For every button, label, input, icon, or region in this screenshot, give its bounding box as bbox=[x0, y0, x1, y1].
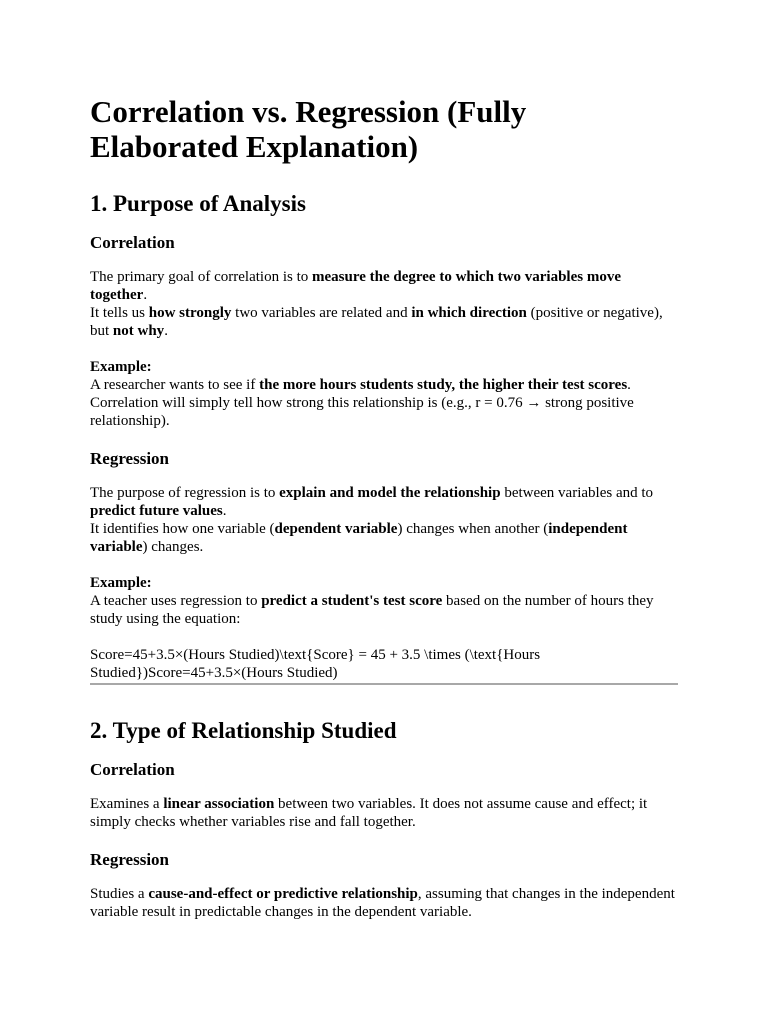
text-run: , assuming that changes in the independent variable result in predictable changes in the dependent variable. bbox=[90, 886, 675, 920]
bold-run: predict future values bbox=[90, 503, 223, 519]
page-title: Correlation vs. Regression (Fully Elaborated Explanation) bbox=[90, 94, 527, 164]
text-run: A researcher wants to see if bbox=[90, 377, 260, 393]
bold-run: linear association bbox=[163, 796, 275, 812]
s2-regression-paragraph bbox=[90, 885, 678, 921]
bold-run: not why bbox=[112, 323, 165, 339]
text-run: . bbox=[627, 377, 631, 393]
text-run: (positive or negative), but bbox=[90, 305, 663, 339]
text-run: two variables are related and bbox=[231, 305, 412, 321]
text-run: It tells us bbox=[90, 305, 149, 321]
text-run: ) changes. bbox=[142, 539, 204, 555]
text-run: . bbox=[164, 323, 168, 339]
text-run: based on the number of hours they study using the equation: bbox=[90, 593, 654, 627]
text-run: The primary goal of correlation is to bbox=[90, 269, 313, 285]
bold-run: how strongly bbox=[148, 305, 232, 321]
text-run: between two variables. It does not assume cause and effect; it simply checks whether variables rise and fall together. bbox=[90, 796, 648, 830]
s1-regression-example bbox=[90, 574, 678, 628]
bold-run: predict a student's test score bbox=[261, 593, 443, 609]
bold-run: measure the degree to which two variables move together bbox=[90, 269, 621, 303]
s1-correlation-heading: Correlation bbox=[90, 233, 175, 252]
text-run: . bbox=[222, 503, 227, 519]
text-run: It identifies how one variable ( bbox=[90, 521, 275, 537]
text-run: between variables and to bbox=[500, 485, 654, 501]
text-run: Examines a bbox=[90, 796, 164, 812]
bold-run: independent variable bbox=[90, 521, 628, 555]
bold-run: explain and model the relationship bbox=[279, 485, 501, 501]
example-label: Example: bbox=[90, 575, 152, 591]
s2-regression-heading: Regression bbox=[90, 850, 170, 869]
s1-regression-heading: Regression bbox=[90, 449, 170, 468]
s1-correlation-example bbox=[90, 358, 678, 430]
text-run: ) changes when another ( bbox=[397, 521, 549, 537]
s1-correlation-paragraph bbox=[90, 268, 678, 340]
text-run: A teacher uses regression to bbox=[90, 593, 262, 609]
bold-run: dependent variable bbox=[274, 521, 398, 537]
text-run: Correlation will simply tell how strong this relationship is (e.g., r = 0.76 → strong positive relationship). bbox=[90, 395, 634, 429]
text-run: Studies a bbox=[90, 886, 149, 902]
section-2-heading: 2. Type of Relationship Studied bbox=[90, 718, 397, 743]
text-run: The purpose of regression is to bbox=[90, 485, 280, 501]
text-run: . bbox=[143, 287, 148, 303]
bold-run: in which direction bbox=[411, 305, 527, 321]
document-body bbox=[90, 94, 678, 939]
section-divider bbox=[90, 683, 678, 685]
example-label: Example: bbox=[90, 359, 152, 375]
s2-correlation-heading: Correlation bbox=[90, 760, 175, 779]
section-1-heading: 1. Purpose of Analysis bbox=[90, 191, 306, 216]
regression-formula: Score=45+3.5×(Hours Studied)\text{Score} = 45 + 3.5 \times (\text{Hours Studied})Score=45+3.5×(Hours Studied) bbox=[90, 647, 541, 681]
bold-run: cause-and-effect or predictive relationship bbox=[148, 886, 418, 902]
bold-run: the more hours students study, the higher their test scores bbox=[259, 377, 628, 393]
s1-regression-paragraph bbox=[90, 484, 678, 556]
s2-correlation-paragraph bbox=[90, 795, 678, 831]
